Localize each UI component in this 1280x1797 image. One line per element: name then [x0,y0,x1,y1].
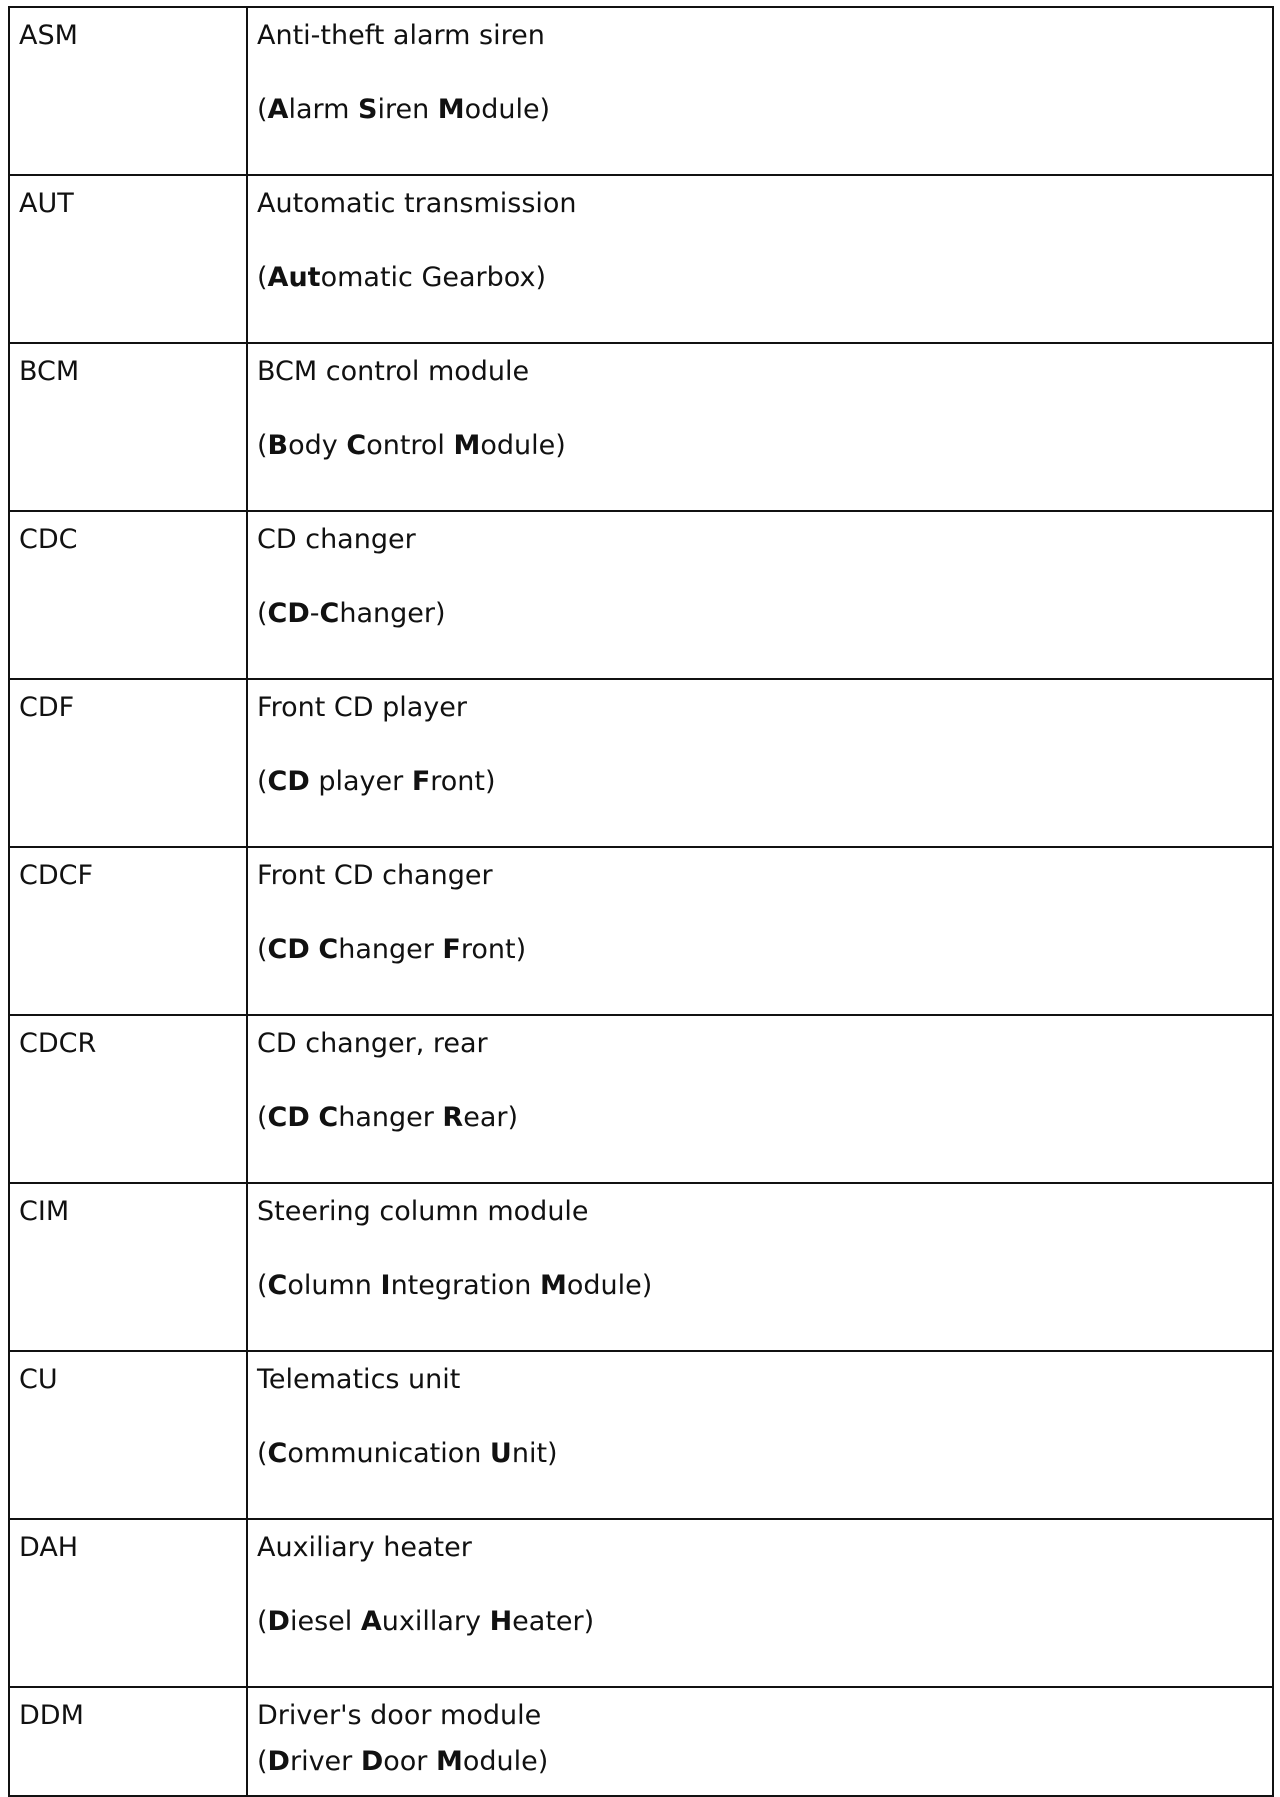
full-name-text: hanger [338,1102,443,1133]
table-row [9,1519,1273,1687]
acronym-letter: C [318,934,339,965]
abbreviation-table [8,6,1274,1797]
abbreviation-description: BCM control module [257,356,530,387]
abbreviation-description-cell [247,1519,1273,1687]
abbreviation-description: Auxiliary heater [257,1532,472,1563]
abbreviation-full-name [257,1102,1272,1134]
abbreviation-full-name [257,598,1272,630]
full-name-text: ontrol [366,430,454,461]
full-name-text: ( [257,94,268,125]
full-name-text: river [289,1746,361,1777]
abbreviation-full-name [257,262,1272,294]
abbreviation-full-name [257,766,1272,798]
acronym-letter: C [267,1438,288,1469]
acronym-letter: D [360,1746,384,1777]
full-name-text: oor [383,1746,436,1777]
full-name-text: ( [257,766,268,797]
abbreviation-code: CDCR [9,1015,247,1183]
table-row [9,679,1273,847]
full-name-text: ront) [460,934,527,965]
acronym-letter: I [380,1270,391,1301]
acronym-letter: B [267,430,289,461]
full-name-text: iesel [289,1606,361,1637]
abbreviation-code: CDCF [9,847,247,1015]
abbreviation-description: Anti-theft alarm siren [257,20,545,51]
full-name-text: hanger [338,934,443,965]
abbreviation-description: Front CD player [257,692,467,723]
abbreviation-description-cell [247,1015,1273,1183]
table-row [9,1351,1273,1519]
table-row [9,343,1273,511]
table-row [9,1015,1273,1183]
full-name-text: ntegration [390,1270,540,1301]
abbreviation-description: CD changer [257,524,416,555]
full-name-text: eater) [512,1606,595,1637]
acronym-letter: A [267,94,289,125]
acronym-letter: D [267,1606,290,1637]
abbreviation-description: CD changer, rear [257,1028,488,1059]
abbreviation-description-cell [247,1687,1273,1796]
acronym-letter: F [442,934,461,965]
abbreviation-description-cell [247,679,1273,847]
acronym-letter: C [318,1102,339,1133]
full-name-text: - [309,598,320,629]
acronym-letter: CD [267,934,310,965]
acronym-letter: S [358,94,378,125]
full-name-text: omatic Gearbox) [320,262,546,293]
abbreviation-description-cell [247,1351,1273,1519]
abbreviation-table-body [9,7,1273,1796]
acronym-letter: R [442,1102,464,1133]
abbreviation-code: CDF [9,679,247,847]
abbreviation-description: Front CD changer [257,860,493,891]
abbreviation-description-cell [247,175,1273,343]
full-name-text: ear) [463,1102,518,1133]
full-name-text: ( [257,1746,268,1777]
acronym-letter: H [489,1606,513,1637]
full-name-text: player [309,766,412,797]
full-name-text: larm [288,94,359,125]
abbreviation-full-name [257,1438,1272,1470]
acronym-letter: U [489,1438,512,1469]
abbreviation-full-name [257,1746,1272,1778]
full-name-text: odule) [480,430,566,461]
acronym-letter: A [360,1606,382,1637]
full-name-text: iren [377,94,438,125]
abbreviation-full-name [257,934,1272,966]
full-name-text: ( [257,598,268,629]
full-name-text: ( [257,430,268,461]
full-name-text: hanger) [339,598,446,629]
abbreviation-description-cell [247,7,1273,175]
full-name-text: ront) [430,766,496,797]
full-name-text: odule) [464,94,551,125]
acronym-letter: D [267,1746,290,1777]
abbreviation-code: CIM [9,1183,247,1351]
full-name-text: ody [288,430,347,461]
full-name-text: ( [257,934,268,965]
abbreviation-code: BCM [9,343,247,511]
table-row [9,847,1273,1015]
table-row [9,1687,1273,1796]
abbreviation-description-cell [247,511,1273,679]
table-row [9,511,1273,679]
full-name-text: nit) [511,1438,558,1469]
full-name-text: ( [257,262,268,293]
abbreviation-description: Automatic transmission [257,188,577,219]
abbreviation-code: AUT [9,175,247,343]
table-row [9,175,1273,343]
table-row [9,7,1273,175]
acronym-letter: CD [267,598,310,629]
acronym-letter: M [453,430,481,461]
acronym-letter: M [436,1746,463,1777]
abbreviation-description-cell [247,847,1273,1015]
abbreviation-description: Steering column module [257,1196,589,1227]
abbreviation-description-cell [247,1183,1273,1351]
abbreviation-full-name [257,1606,1272,1638]
full-name-text: ( [257,1606,268,1637]
abbreviation-description-cell [247,343,1273,511]
acronym-letter: C [267,1270,288,1301]
abbreviation-code: CDC [9,511,247,679]
full-name-text: ( [257,1102,268,1133]
acronym-letter: C [319,598,340,629]
abbreviation-full-name [257,94,1272,126]
full-name-text: ommunication [287,1438,490,1469]
acronym-letter: Aut [267,262,321,293]
full-name-text: olumn [287,1270,381,1301]
abbreviation-code: DDM [9,1687,247,1796]
acronym-letter: M [539,1270,567,1301]
acronym-letter: C [346,430,367,461]
table-row [9,1183,1273,1351]
acronym-letter: CD [267,766,310,797]
full-name-text: odule) [566,1270,653,1301]
acronym-letter: M [437,94,465,125]
abbreviation-description: Telematics unit [257,1364,461,1395]
full-name-text: ( [257,1270,268,1301]
abbreviation-full-name [257,1270,1272,1302]
abbreviation-full-name [257,430,1272,462]
full-name-text: odule) [462,1746,549,1777]
acronym-letter: F [411,766,431,797]
full-name-text: ( [257,1438,268,1469]
abbreviation-code: ASM [9,7,247,175]
acronym-letter: CD [267,1102,310,1133]
abbreviation-description: Driver's door module [257,1700,542,1731]
abbreviation-code: CU [9,1351,247,1519]
abbreviation-code: DAH [9,1519,247,1687]
full-name-text: uxillary [381,1606,490,1637]
